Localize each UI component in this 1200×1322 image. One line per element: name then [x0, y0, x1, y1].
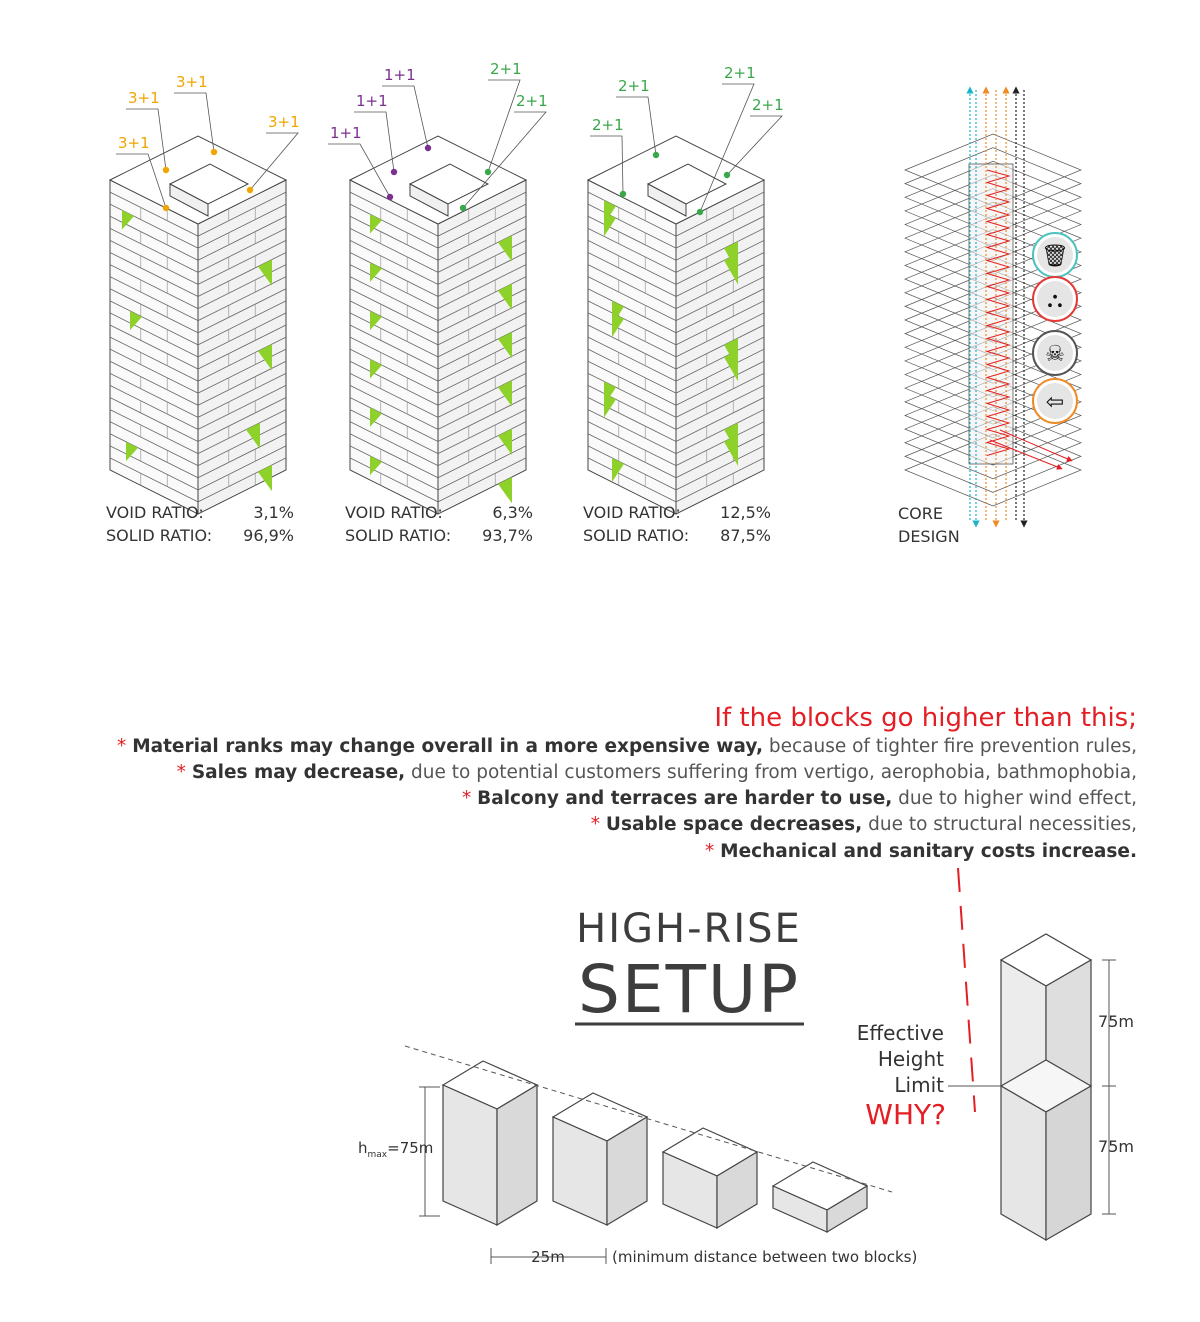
void-ratio-label: VOID RATIO: [583, 503, 681, 522]
core-label-line1: CORE [898, 504, 943, 523]
hazard-icon-glyph: ☠ [1045, 342, 1065, 367]
lower-left-face [1001, 1086, 1046, 1240]
void-ratio-label: VOID RATIO: [345, 503, 443, 522]
void-ratio-value: 12,5% [720, 503, 771, 522]
trash-icon-glyph: 🗑 [1041, 244, 1069, 269]
setup-block-2 [553, 1093, 647, 1225]
solid-ratio-label: SOLID RATIO: [583, 526, 690, 545]
setup-block-1 [443, 1061, 537, 1225]
unit-type-label: 1+1 [384, 66, 416, 84]
distance-label: 25m [531, 1248, 565, 1266]
leader-line [727, 116, 782, 175]
tower-1 [110, 136, 286, 514]
title-line2: SETUP [577, 951, 801, 1028]
solid-ratio-value: 96,9% [243, 526, 294, 545]
unit-type-label: 3+1 [176, 73, 208, 91]
tower-3-ratios [583, 503, 771, 545]
upper-height-label: 75m [1098, 1012, 1134, 1031]
leader-line [382, 86, 428, 148]
warning-item-2: * Sales may decrease, due to potential customers suffering from vertigo, aerophobia, bathmophobia, [176, 762, 1137, 783]
why-label: WHY? [865, 1098, 946, 1131]
stairs-icon [1033, 277, 1077, 321]
warning-item-5: * Mechanical and sanitary costs increase. [705, 841, 1137, 862]
title-line1: HIGH-RISE [576, 906, 802, 952]
unit-type-label: 2+1 [592, 116, 624, 134]
void-ratio-label: VOID RATIO: [106, 503, 204, 522]
solid-ratio-label: SOLID RATIO: [345, 526, 452, 545]
unit-dot [163, 167, 169, 173]
unit-dot [247, 187, 253, 193]
solid-ratio-label: SOLID RATIO: [106, 526, 213, 545]
setup-block-4 [773, 1162, 867, 1232]
unit-type-label: 2+1 [490, 60, 522, 78]
unit-dot [391, 169, 397, 175]
block-left-face [443, 1085, 497, 1225]
unit-type-label: 2+1 [724, 64, 756, 82]
lower-right-face [1046, 1086, 1091, 1240]
unit-dot [387, 194, 393, 200]
exit-icon-glyph: ⇦ [1045, 390, 1065, 415]
setup-title [575, 906, 804, 1028]
unit-dot [485, 169, 491, 175]
unit-type-label: 3+1 [268, 113, 300, 131]
effective-line3: Limit [894, 1073, 944, 1097]
unit-dot [724, 172, 730, 178]
block-right-face [497, 1085, 537, 1225]
core-diagram [905, 90, 1081, 524]
unit-type-label: 2+1 [752, 96, 784, 114]
warning-item-4: * Usable space decreases, due to structural necessities, [590, 814, 1137, 835]
setup-block-3 [663, 1128, 757, 1228]
unit-dot [460, 205, 466, 211]
unit-dot [425, 145, 431, 151]
unit-type-label: 3+1 [128, 89, 160, 107]
void-ratio-value: 3,1% [253, 503, 294, 522]
stairs-icon-glyph: ⛬ [1047, 288, 1063, 313]
lower-height-label: 75m [1098, 1137, 1134, 1156]
tower-3 [588, 136, 764, 514]
unit-dot [163, 205, 169, 211]
unit-dot [697, 209, 703, 215]
exit-icon [1033, 379, 1077, 423]
unit-type-label: 1+1 [356, 92, 388, 110]
unit-dot [620, 191, 626, 197]
distance-note: (minimum distance between two blocks) [612, 1248, 918, 1266]
unit-type-label: 2+1 [516, 92, 548, 110]
why-connector [958, 868, 975, 1112]
hazard-icon [1033, 331, 1077, 375]
tower-2-ratios [345, 503, 533, 545]
warning-item-1: * Material ranks may change overall in a more expensive way, because of tighter fire prevention rules, [117, 736, 1137, 757]
core-label-line2: DESIGN [898, 527, 960, 546]
warning-block [117, 703, 1137, 862]
void-ratio-value: 6,3% [492, 503, 533, 522]
unit-label [485, 60, 522, 175]
unit-dot [211, 149, 217, 155]
trash-icon [1033, 233, 1077, 277]
warning-item-3: * Balcony and terraces are harder to use, due to higher wind effect, [461, 788, 1137, 809]
unit-type-label: 1+1 [330, 124, 362, 142]
solid-ratio-value: 93,7% [482, 526, 533, 545]
tower-2 [350, 136, 526, 514]
tower-1-ratios [106, 503, 294, 545]
effective-height-tower [948, 934, 1116, 1240]
unit-type-label: 3+1 [118, 134, 150, 152]
warning-heading: If the blocks go higher than this; [714, 703, 1137, 733]
unit-dot [653, 152, 659, 158]
tower-diagrams [110, 60, 784, 514]
solid-ratio-value: 87,5% [720, 526, 771, 545]
core-label [898, 504, 960, 546]
hmax-label: $h_{max}=75m$ [358, 1139, 434, 1160]
effective-line1: Effective [856, 1021, 944, 1045]
effective-line2: Height [877, 1047, 944, 1071]
bullet: * [117, 736, 127, 757]
unit-type-label: 2+1 [618, 77, 650, 95]
